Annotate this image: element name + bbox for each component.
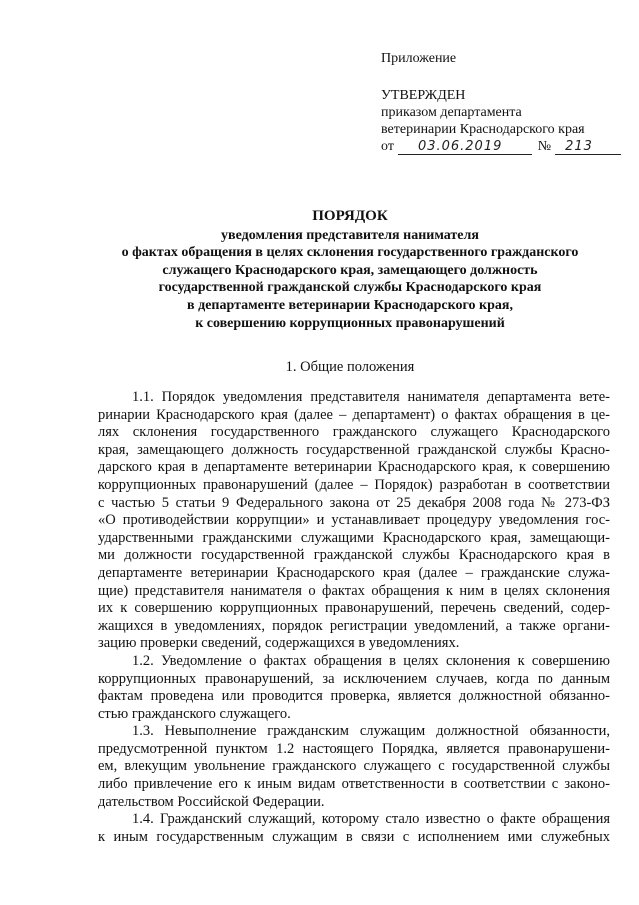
- body-line: 1.3. Невыполнение гражданским служащим должностной обязанности,: [132, 723, 610, 740]
- title-main: ПОРЯДОК: [312, 208, 388, 224]
- body-line: дательством Российской Федерации.: [98, 793, 325, 810]
- body-line: коррупционных правонарушений (далее – Порядок) разработан в соответствии: [98, 476, 610, 493]
- document-body: [98, 389, 610, 846]
- order-number-field: [555, 139, 621, 155]
- body-line: 1.4. Гражданский служащий, которому стало известно о факте обращения: [132, 811, 610, 828]
- title-line: служащего Краснодарского края, замещающего должность: [162, 262, 538, 278]
- section-heading: 1. Общие положения: [285, 359, 415, 375]
- body-line: предусмотренной пунктом 1.2 настоящего Порядка, является правонарушени-: [98, 740, 610, 757]
- body-line: края, замещающего должность государственной гражданской службы Красно-: [98, 441, 610, 458]
- body-line: фактам проведена или проводится проверка, является должностной обязанно-: [98, 688, 610, 705]
- appendix-label: Приложение: [381, 51, 457, 66]
- title-line: государственной гражданской службы Краснодарского края: [158, 280, 542, 296]
- body-line: 1.2. Уведомление о фактах обращения в целях склонения к совершению: [132, 652, 610, 669]
- body-line: зацию проверки сведений, содержащихся в уведомлениях.: [98, 635, 460, 652]
- order-date-number-line: [381, 138, 621, 155]
- body-line: с частью 5 статьи 9 Федерального закона от 25 декабря 2008 года № 273-ФЗ: [98, 494, 610, 511]
- body-line: лях склонения государственного гражданского служащего Краснодарского: [98, 424, 610, 441]
- body-line: ринарии Краснодарского края (далее – департамент) о фактах обращения в це-: [98, 406, 610, 423]
- title-line: в департаменте ветеринарии Краснодарского края,: [187, 297, 513, 313]
- from-label: от: [381, 139, 394, 154]
- body-line: жащихся в уведомлениях, порядок регистрации уведомлений, а также органи-: [98, 617, 610, 634]
- title-line: к совершению коррупционных правонарушений: [195, 315, 505, 331]
- number-label: №: [537, 139, 552, 154]
- body-line: ми должности государственной гражданской службы Краснодарского края в: [98, 547, 610, 564]
- body-line: «О противодействии коррупции» и устанавливает процедуру уведомления гос-: [98, 512, 610, 529]
- body-line: ударственными гражданскими служащими Краснодарского края, замещающи-: [98, 529, 610, 546]
- body-line: 1.1. Порядок уведомления представителя нанимателя департамента вете-: [132, 389, 610, 405]
- title-line: о фактах обращения в целях склонения государственного гражданского: [121, 245, 579, 261]
- order-date-field: [398, 139, 532, 155]
- approved-label: УТВЕРЖДЕН: [381, 88, 466, 103]
- approval-block: [381, 50, 621, 155]
- title-line: уведомления представителя нанимателя: [221, 227, 479, 243]
- by-order-label: приказом департамента: [381, 105, 522, 120]
- body-line: стью гражданского служащего.: [98, 705, 291, 722]
- body-line: либо привлечение его к иным видам ответственности в соответствии с законо-: [98, 776, 610, 793]
- order-date-handwritten: 03.06.2019: [417, 139, 503, 154]
- body-line: к иным государственным служащим в связи с исполнением ими служебных: [98, 828, 610, 845]
- body-line: дарского края в департаменте ветеринарии Краснодарского края, к совершению: [98, 459, 610, 476]
- department-label: ветеринарии Краснодарского края: [381, 122, 585, 137]
- body-line: департаменте ветеринарии Краснодарского края (далее – гражданские служа-: [98, 564, 610, 581]
- document-title: [60, 208, 639, 332]
- body-line: ем, влекущим увольнение гражданского служащего с государственной службы: [98, 758, 610, 775]
- body-line: щие) представителя нанимателя о фактах обращения к ним в целях склонения: [98, 582, 610, 599]
- body-line: коррупционных правонарушений, за исключением случаев, когда по данным: [98, 670, 610, 687]
- order-number-handwritten: 213: [565, 139, 593, 154]
- body-line: их к совершению коррупционных правонарушений, перечень сведений, содер-: [98, 600, 610, 617]
